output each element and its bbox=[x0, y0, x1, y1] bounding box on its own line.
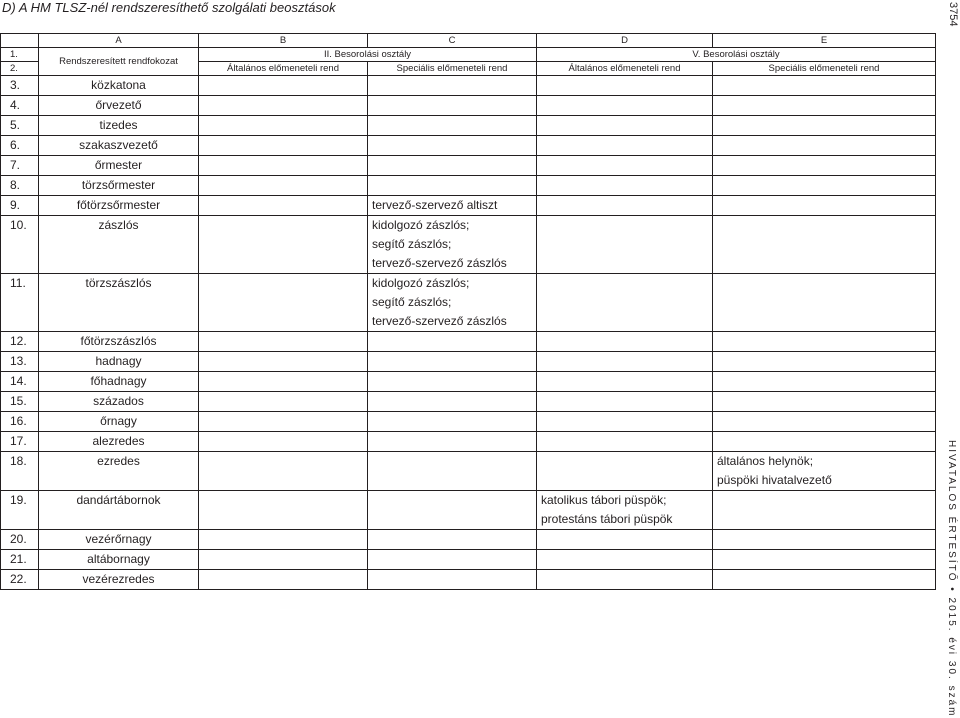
cell-c bbox=[368, 452, 537, 491]
table-row bbox=[1, 96, 936, 116]
cell-c bbox=[368, 136, 537, 156]
cell-c bbox=[368, 372, 537, 392]
cell-d bbox=[537, 352, 713, 372]
rank-cell: hadnagy bbox=[39, 352, 199, 372]
class-2-header: II. Besorolási osztály bbox=[199, 48, 537, 62]
table-row bbox=[1, 76, 936, 96]
table-row bbox=[1, 550, 936, 570]
rank-header: Rendszeresített rendfokozat bbox=[39, 48, 199, 76]
cell-c bbox=[368, 76, 537, 96]
table-row bbox=[1, 412, 936, 432]
rank-cell: dandártábornok bbox=[39, 491, 199, 530]
cell-b bbox=[199, 392, 368, 412]
rank-cell: alezredes bbox=[39, 432, 199, 452]
cell-d bbox=[537, 274, 713, 332]
cell-d bbox=[537, 570, 713, 590]
cell-e bbox=[713, 372, 936, 392]
cell-b bbox=[199, 570, 368, 590]
cell-e bbox=[713, 76, 936, 96]
cell-d bbox=[537, 432, 713, 452]
cell-c bbox=[368, 432, 537, 452]
cell-c bbox=[368, 392, 537, 412]
header-row-1 bbox=[1, 48, 936, 62]
table-row bbox=[1, 332, 936, 352]
cell-d bbox=[537, 156, 713, 176]
cell-b bbox=[199, 96, 368, 116]
cell-e bbox=[713, 352, 936, 372]
row-index: 7. bbox=[1, 156, 39, 176]
rank-cell: közkatona bbox=[39, 76, 199, 96]
cell-c bbox=[368, 352, 537, 372]
duty-positions-table bbox=[0, 33, 936, 590]
rank-cell: főhadnagy bbox=[39, 372, 199, 392]
rank-cell: főtörzsőrmester bbox=[39, 196, 199, 216]
general-track-header: Általános előmeneteli rend bbox=[537, 62, 713, 76]
cell-c bbox=[368, 550, 537, 570]
rank-cell: ezredes bbox=[39, 452, 199, 491]
cell-e bbox=[713, 491, 936, 530]
cell-c bbox=[368, 491, 537, 530]
cell-b bbox=[199, 76, 368, 96]
rank-cell: altábornagy bbox=[39, 550, 199, 570]
rank-cell: százados bbox=[39, 392, 199, 412]
cell-d bbox=[537, 116, 713, 136]
row-index: 19. bbox=[1, 491, 39, 530]
row-index: 22. bbox=[1, 570, 39, 590]
rank-cell: őrvezető bbox=[39, 96, 199, 116]
cell-e bbox=[713, 412, 936, 432]
cell-c: tervező-szervező altiszt bbox=[368, 196, 537, 216]
row-index: 10. bbox=[1, 216, 39, 274]
cell-d bbox=[537, 332, 713, 352]
cell-d bbox=[537, 136, 713, 156]
cell-b bbox=[199, 176, 368, 196]
row-index: 20. bbox=[1, 530, 39, 550]
table-row bbox=[1, 156, 936, 176]
table-row bbox=[1, 491, 936, 530]
cell-c: kidolgozó zászlós; segítő zászlós; tervező-szervező zászlós bbox=[368, 216, 537, 274]
rank-cell: vezérezredes bbox=[39, 570, 199, 590]
page-number: 3754 bbox=[947, 2, 959, 27]
cell-e bbox=[713, 136, 936, 156]
table-row bbox=[1, 452, 936, 491]
table-row bbox=[1, 216, 936, 274]
cell-d bbox=[537, 452, 713, 491]
row-index: 6. bbox=[1, 136, 39, 156]
cell-d bbox=[537, 176, 713, 196]
cell-b bbox=[199, 352, 368, 372]
rank-cell: vezérőrnagy bbox=[39, 530, 199, 550]
table-row bbox=[1, 530, 936, 550]
cell-b bbox=[199, 196, 368, 216]
cell-b bbox=[199, 372, 368, 392]
cell-d bbox=[537, 392, 713, 412]
cell-c bbox=[368, 332, 537, 352]
rank-cell: őrnagy bbox=[39, 412, 199, 432]
cell-d bbox=[537, 530, 713, 550]
table-row bbox=[1, 176, 936, 196]
cell-b bbox=[199, 332, 368, 352]
cell-b bbox=[199, 491, 368, 530]
cell-b bbox=[199, 216, 368, 274]
journal-side-label: HIVATALOS ÉRTESÍTŐ • 2015. évi 30. szám bbox=[946, 440, 957, 718]
cell-e bbox=[713, 216, 936, 274]
col-b: B bbox=[199, 34, 368, 48]
rank-cell: zászlós bbox=[39, 216, 199, 274]
cell-c bbox=[368, 116, 537, 136]
row-index: 4. bbox=[1, 96, 39, 116]
table-row bbox=[1, 196, 936, 216]
cell-e bbox=[713, 96, 936, 116]
cell-c bbox=[368, 96, 537, 116]
cell-c bbox=[368, 412, 537, 432]
table-row bbox=[1, 274, 936, 332]
cell-c bbox=[368, 530, 537, 550]
cell-d bbox=[537, 196, 713, 216]
row-index: 8. bbox=[1, 176, 39, 196]
cell-e: általános helynök; püspöki hivatalvezető bbox=[713, 452, 936, 491]
cell-e bbox=[713, 176, 936, 196]
rank-cell: szakaszvezető bbox=[39, 136, 199, 156]
cell-b bbox=[199, 550, 368, 570]
cell-b bbox=[199, 274, 368, 332]
row-index: 15. bbox=[1, 392, 39, 412]
table-row bbox=[1, 392, 936, 412]
cell-e bbox=[713, 156, 936, 176]
cell-c: kidolgozó zászlós; segítő zászlós; tervező-szervező zászlós bbox=[368, 274, 537, 332]
row-index: 16. bbox=[1, 412, 39, 432]
row-index: 9. bbox=[1, 196, 39, 216]
cell-e bbox=[713, 392, 936, 412]
row-index: 5. bbox=[1, 116, 39, 136]
cell-e bbox=[713, 550, 936, 570]
table-row bbox=[1, 570, 936, 590]
cell-e bbox=[713, 332, 936, 352]
class-5-header: V. Besorolási osztály bbox=[537, 48, 936, 62]
cell-d bbox=[537, 76, 713, 96]
cell-c bbox=[368, 156, 537, 176]
cell-c bbox=[368, 570, 537, 590]
cell-d bbox=[537, 372, 713, 392]
rank-cell: törzsőrmester bbox=[39, 176, 199, 196]
cell-e bbox=[713, 116, 936, 136]
row-index: 1. bbox=[1, 48, 39, 62]
cell-d: katolikus tábori püspök; protestáns tábori püspök bbox=[537, 491, 713, 530]
special-track-header: Speciális előmeneteli rend bbox=[713, 62, 936, 76]
table-row bbox=[1, 116, 936, 136]
cell-b bbox=[199, 432, 368, 452]
cell-b bbox=[199, 530, 368, 550]
cell-e bbox=[713, 196, 936, 216]
cell-d bbox=[537, 216, 713, 274]
rank-cell: őrmester bbox=[39, 156, 199, 176]
cell-e bbox=[713, 432, 936, 452]
table-row bbox=[1, 372, 936, 392]
col-a: A bbox=[39, 34, 199, 48]
col-d: D bbox=[537, 34, 713, 48]
cell-d bbox=[537, 96, 713, 116]
row-index: 14. bbox=[1, 372, 39, 392]
row-index: 13. bbox=[1, 352, 39, 372]
cell-d bbox=[537, 550, 713, 570]
column-letters-row bbox=[1, 34, 936, 48]
col-e: E bbox=[713, 34, 936, 48]
special-track-header: Speciális előmeneteli rend bbox=[368, 62, 537, 76]
document-title: D) A HM TLSZ-nél rendszeresíthető szolgálati beosztások bbox=[2, 0, 336, 15]
cell-e bbox=[713, 274, 936, 332]
cell-e bbox=[713, 530, 936, 550]
rank-cell: főtörzszászlós bbox=[39, 332, 199, 352]
table-row bbox=[1, 352, 936, 372]
row-index: 11. bbox=[1, 274, 39, 332]
row-index: 12. bbox=[1, 332, 39, 352]
cell-e bbox=[713, 570, 936, 590]
table-row bbox=[1, 136, 936, 156]
cell-b bbox=[199, 136, 368, 156]
rank-cell: tizedes bbox=[39, 116, 199, 136]
cell-b bbox=[199, 156, 368, 176]
col-c: C bbox=[368, 34, 537, 48]
cell-b bbox=[199, 412, 368, 432]
row-index: 3. bbox=[1, 76, 39, 96]
general-track-header: Általános előmeneteli rend bbox=[199, 62, 368, 76]
cell-d bbox=[537, 412, 713, 432]
table-row bbox=[1, 432, 936, 452]
cell-b bbox=[199, 116, 368, 136]
cell-b bbox=[199, 452, 368, 491]
cell-c bbox=[368, 176, 537, 196]
rank-cell: törzszászlós bbox=[39, 274, 199, 332]
row-index: 17. bbox=[1, 432, 39, 452]
row-index: 21. bbox=[1, 550, 39, 570]
row-index: 18. bbox=[1, 452, 39, 491]
row-index: 2. bbox=[1, 62, 39, 76]
